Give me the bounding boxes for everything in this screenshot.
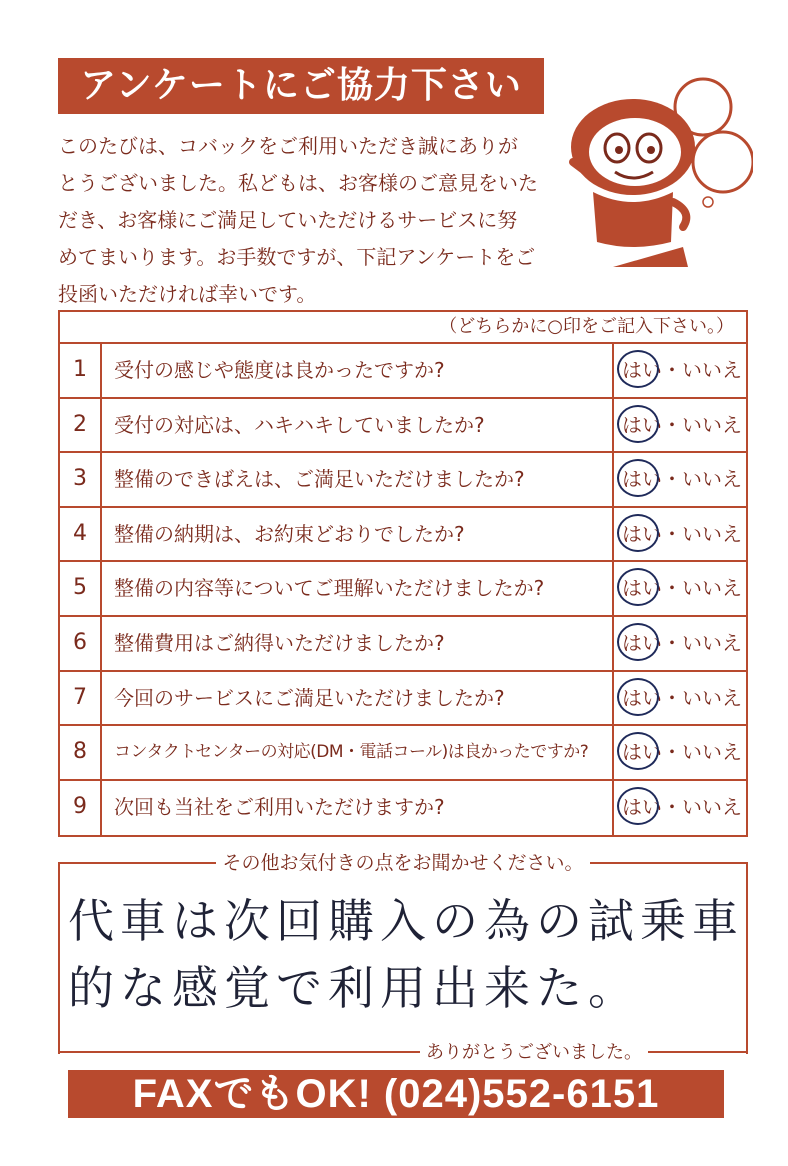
yes-option: はい bbox=[622, 685, 662, 710]
answer-choice[interactable] bbox=[612, 781, 746, 836]
question-row bbox=[60, 344, 746, 399]
no-option: いいえ bbox=[682, 467, 742, 492]
yes-option: はい bbox=[622, 521, 662, 546]
thanks-text: ありがとうございました。 bbox=[420, 1038, 648, 1064]
yes-option: はい bbox=[622, 576, 662, 601]
separator: ・ bbox=[662, 576, 682, 601]
answer-choice[interactable] bbox=[612, 562, 746, 615]
no-option: いいえ bbox=[682, 794, 742, 819]
question-text: 次回も当社をご利用いただけますか? bbox=[114, 794, 445, 819]
question-row bbox=[60, 672, 746, 727]
answer-choice[interactable] bbox=[612, 726, 746, 779]
handwritten-comment-line-2: 的な感覚で利用出来た。 bbox=[68, 961, 640, 1015]
question-number: 4 bbox=[60, 508, 102, 561]
question-row bbox=[60, 508, 746, 563]
question-number: 8 bbox=[60, 726, 102, 779]
handwritten-comment-line-1: 代車は次回購入の為の試乗車 bbox=[68, 894, 744, 948]
yes-option: はい bbox=[622, 467, 662, 492]
page-title: アンケートにご協力下さい bbox=[58, 58, 544, 114]
no-option: いいえ bbox=[682, 740, 742, 765]
no-option: いいえ bbox=[682, 576, 742, 601]
intro-text: このたびは、コバックをご利用いただき誠にありが とうございました。私どもは、お客様のご意見をいた だき、お客様にご満足していただけるサービスに努 めてまいります。お手数ですが、下記アンケートをご 投函いただければ幸いです。 bbox=[58, 134, 538, 306]
question-number: 2 bbox=[60, 399, 102, 452]
separator: ・ bbox=[662, 521, 682, 546]
answer-circle-mark bbox=[617, 568, 659, 606]
answer-choice[interactable] bbox=[612, 672, 746, 725]
question-row bbox=[60, 617, 746, 672]
question-text: 整備の納期は、お約束どおりでしたか? bbox=[114, 521, 465, 546]
question-row bbox=[60, 781, 746, 836]
answer-circle-mark bbox=[617, 459, 659, 497]
separator: ・ bbox=[662, 685, 682, 710]
question-number: 9 bbox=[60, 781, 102, 836]
no-option: いいえ bbox=[682, 685, 742, 710]
question-number: 1 bbox=[60, 344, 102, 397]
survey-instruction: （どちらかに○印をご記入下さい。） bbox=[60, 312, 746, 344]
question-text: 整備のできばえは、ご満足いただけましたか? bbox=[114, 467, 525, 492]
question-row bbox=[60, 726, 746, 781]
answer-circle-mark bbox=[617, 514, 659, 552]
question-text: 整備の内容等についてご理解いただけましたか? bbox=[114, 576, 545, 601]
answer-choice[interactable] bbox=[612, 399, 746, 452]
fax-banner: FAXでもOK! (024)552-6151 bbox=[68, 1070, 724, 1118]
question-row bbox=[60, 562, 746, 617]
answer-choice[interactable] bbox=[612, 508, 746, 561]
answer-circle-mark bbox=[617, 623, 659, 661]
yes-option: はい bbox=[622, 630, 662, 655]
answer-circle-mark bbox=[617, 732, 659, 770]
separator: ・ bbox=[662, 740, 682, 765]
question-text: 受付の感じや態度は良かったですか? bbox=[114, 358, 445, 382]
no-option: いいえ bbox=[682, 630, 742, 655]
yes-option: はい bbox=[622, 358, 662, 382]
separator: ・ bbox=[662, 630, 682, 655]
separator: ・ bbox=[662, 358, 682, 382]
separator: ・ bbox=[662, 467, 682, 492]
question-text: 受付の対応は、ハキハキしていましたか? bbox=[114, 412, 485, 437]
no-option: いいえ bbox=[682, 412, 742, 437]
question-number: 3 bbox=[60, 453, 102, 506]
survey-table bbox=[58, 310, 748, 837]
answer-choice[interactable] bbox=[612, 453, 746, 506]
question-number: 6 bbox=[60, 617, 102, 670]
answer-circle-mark bbox=[617, 678, 659, 716]
yes-option: はい bbox=[622, 412, 662, 437]
answer-circle-mark bbox=[617, 787, 659, 825]
question-text: コンタクトセンターの対応(DM・電話コール)は良かったですか? bbox=[114, 742, 589, 763]
answer-circle-mark bbox=[617, 405, 659, 443]
separator: ・ bbox=[662, 794, 682, 819]
question-number: 5 bbox=[60, 562, 102, 615]
separator: ・ bbox=[662, 412, 682, 437]
yes-option: はい bbox=[622, 794, 662, 819]
mascot-character-icon bbox=[553, 52, 753, 282]
question-text: 今回のサービスにご満足いただけましたか? bbox=[114, 685, 505, 710]
answer-circle-mark bbox=[617, 350, 659, 388]
yes-option: はい bbox=[622, 740, 662, 765]
comment-label: その他お気付きの点をお聞かせください。 bbox=[58, 848, 748, 876]
question-row bbox=[60, 399, 746, 454]
answer-choice[interactable] bbox=[612, 617, 746, 670]
question-number: 7 bbox=[60, 672, 102, 725]
question-row bbox=[60, 453, 746, 508]
no-option: いいえ bbox=[682, 358, 742, 382]
no-option: いいえ bbox=[682, 521, 742, 546]
answer-choice[interactable] bbox=[612, 344, 746, 397]
question-text: 整備費用はご納得いただけましたか? bbox=[114, 630, 445, 655]
